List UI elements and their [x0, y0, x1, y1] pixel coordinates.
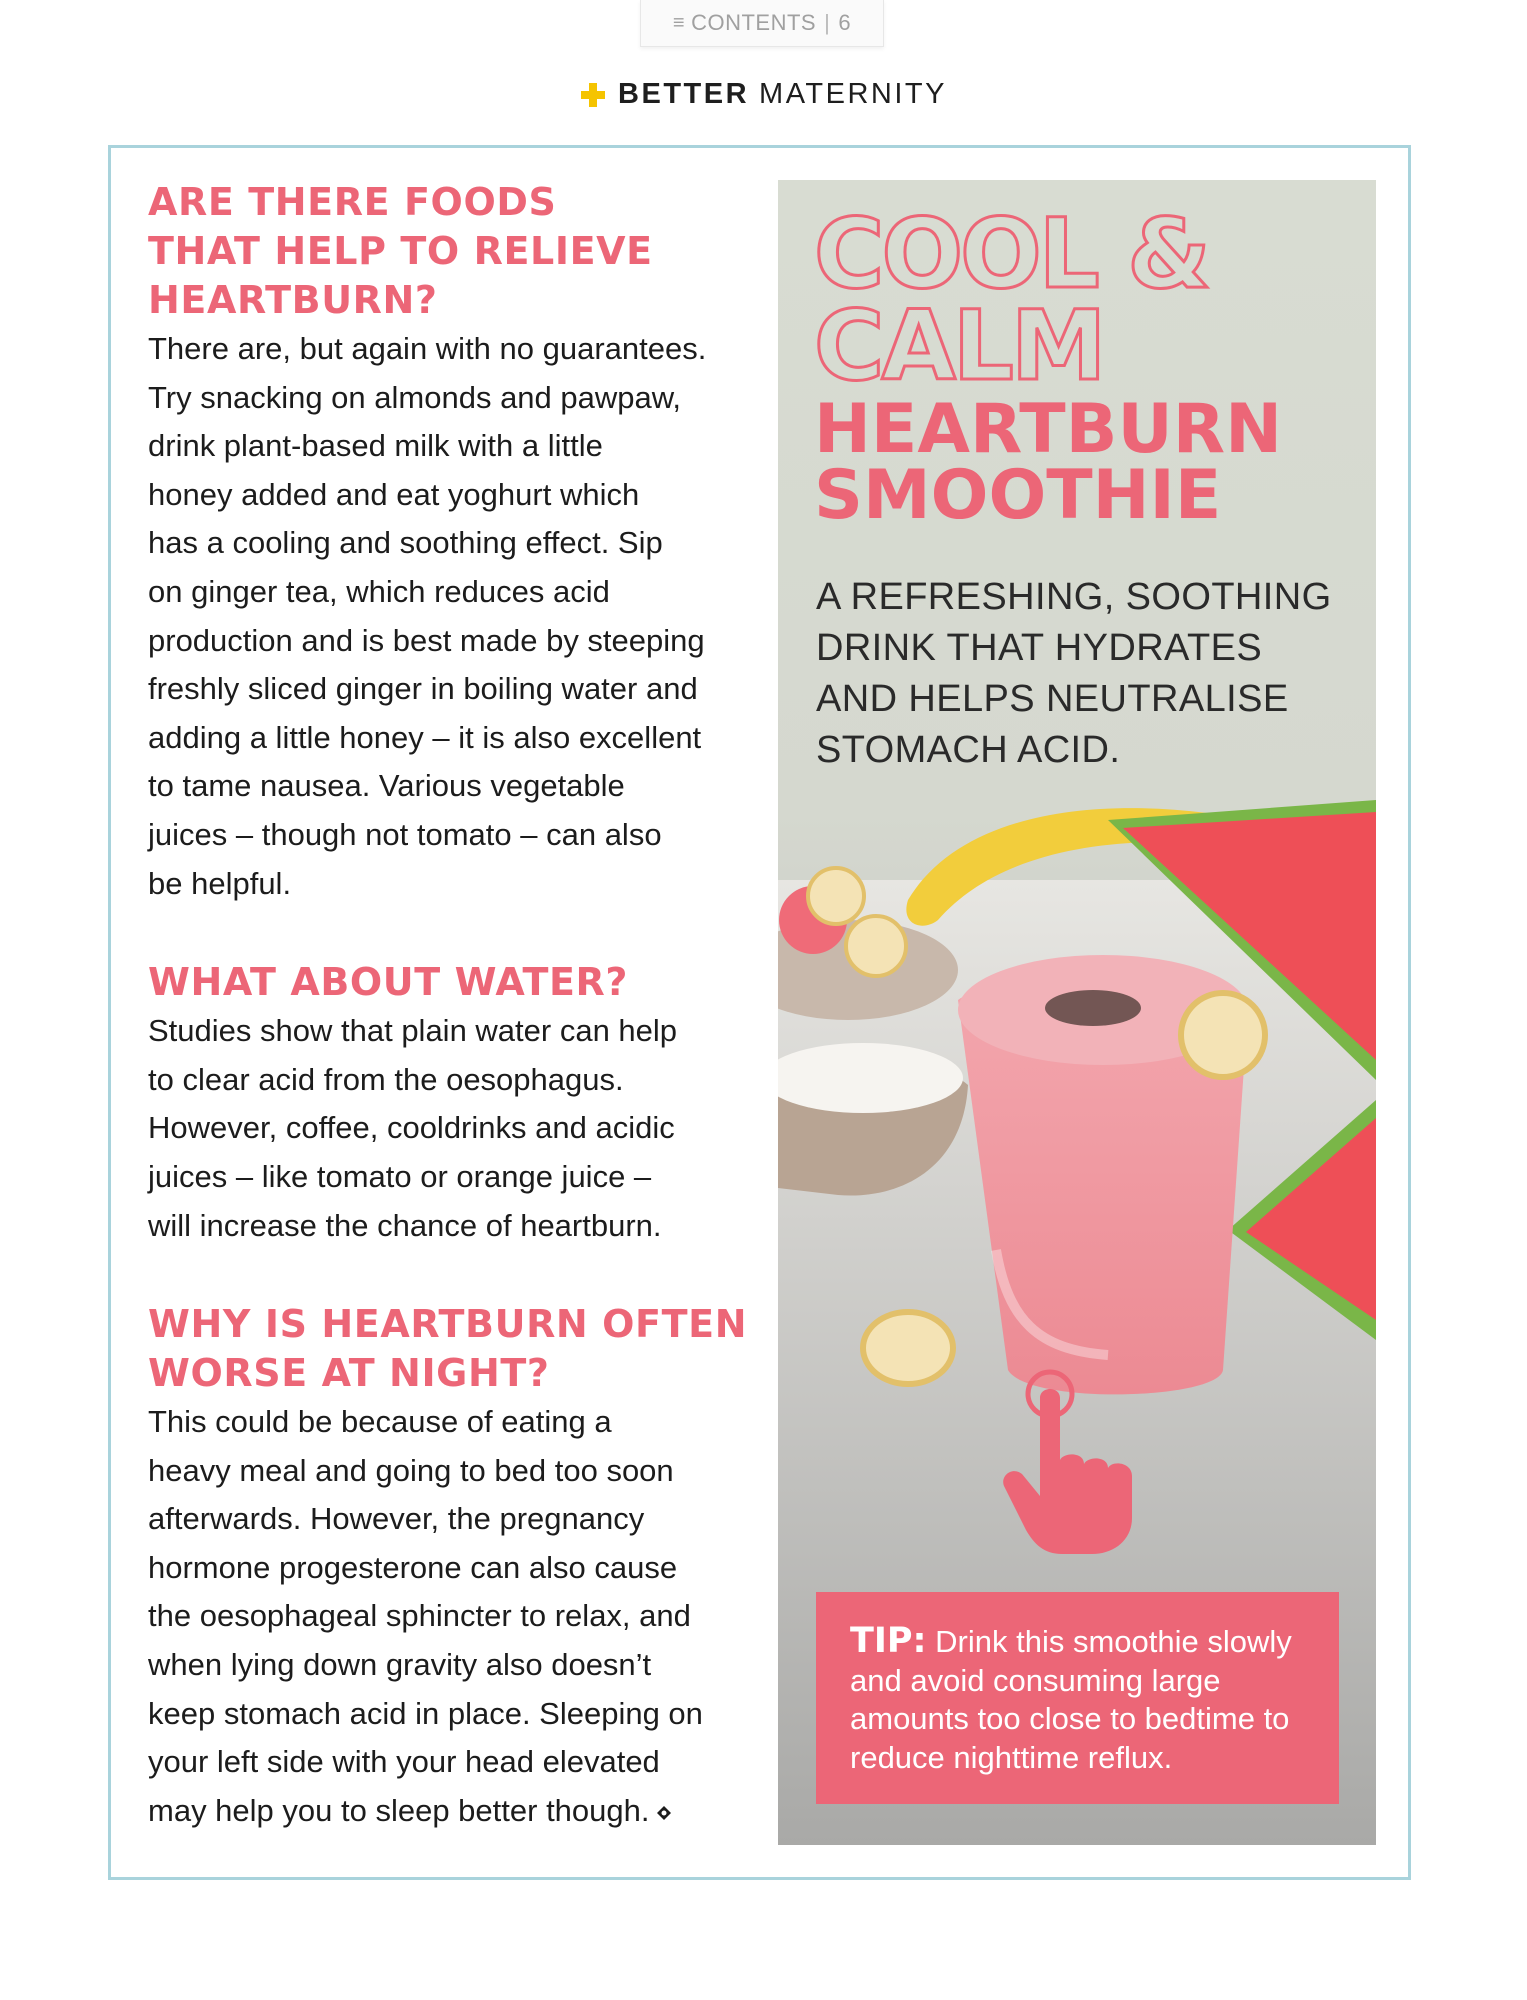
- tip-text: Drink this smoothie slowly and avoid consuming large amounts too close to bedtime to reduce nighttime reflux.: [850, 1624, 1292, 1775]
- title-line: SMOOTHIE: [814, 456, 1222, 535]
- section-body: [148, 1007, 753, 1250]
- smoothie-panel: [778, 180, 1376, 1845]
- section-heading: [148, 958, 753, 1007]
- body-line: the oesophageal sphincter to relax, and: [148, 1598, 691, 1634]
- banana-slice: [863, 1312, 953, 1384]
- section-heading: [148, 178, 753, 325]
- body-line: [148, 1787, 753, 1836]
- body-line: Try snacking on almonds and pawpaw,: [148, 379, 682, 415]
- body-line: Studies show that plain water can help: [148, 1013, 678, 1049]
- tip-label: TIP:: [850, 1621, 927, 1661]
- title-line: COOL &: [814, 198, 1208, 310]
- body-line-text: may help you to sleep better though.: [148, 1792, 650, 1828]
- body-line: to tame nausea. Various vegetable: [148, 768, 625, 804]
- section-heading: [148, 1300, 753, 1398]
- faq-section: [148, 178, 753, 908]
- contents-label: CONTENTS: [691, 10, 817, 35]
- subtitle-line: AND HELPS NEUTRALISE: [816, 678, 1289, 720]
- plus-cross-icon: [580, 82, 606, 108]
- body-line: juices – like tomato or orange juice –: [148, 1158, 652, 1194]
- section-body: [148, 325, 753, 908]
- heading-line: WHAT ABOUT WATER?: [148, 960, 629, 1005]
- body-line: juices – though not tomato – can also: [148, 816, 662, 852]
- heading-line: ARE THERE FOODS: [148, 180, 557, 224]
- banana-slice: [808, 868, 864, 924]
- section-header: [0, 78, 1527, 111]
- body-line: There are, but again with no guarantees.: [148, 331, 707, 366]
- body-line: keep stomach acid in place. Sleeping on: [148, 1695, 703, 1731]
- panel-subtitle: [816, 572, 1356, 776]
- faq-section: [148, 1300, 753, 1835]
- section-body: [148, 1398, 753, 1835]
- diamond-end-icon: [656, 1805, 672, 1821]
- body-line: be helpful.: [148, 865, 292, 901]
- body-line: production and is best made by steeping: [148, 622, 705, 658]
- spacer: [148, 1250, 753, 1300]
- contents-tab[interactable]: [640, 0, 884, 47]
- body-line: However, coffee, cooldrinks and acidic: [148, 1110, 675, 1146]
- body-line: freshly sliced ginger in boiling water and: [148, 671, 698, 707]
- body-line: honey added and eat yoghurt which: [148, 476, 640, 512]
- chia-seeds: [1045, 990, 1141, 1026]
- article-column: [148, 178, 753, 1835]
- spacer: [148, 908, 753, 958]
- body-line: hormone progesterone can also cause: [148, 1549, 678, 1585]
- body-line: This could be because of eating a: [148, 1404, 612, 1440]
- brand-light: MATERNITY: [759, 78, 947, 110]
- divider: |: [824, 10, 831, 35]
- banana-slice: [1181, 993, 1265, 1077]
- subtitle-line: STOMACH ACID.: [816, 729, 1121, 771]
- body-line: your left side with your head elevated: [148, 1744, 660, 1780]
- body-line: has a cooling and soothing effect. Sip: [148, 525, 663, 561]
- body-line: drink plant-based milk with a little: [148, 428, 603, 464]
- body-line: on ginger tea, which reduces acid: [148, 573, 610, 609]
- body-line: adding a little honey – it is also excellent: [148, 719, 702, 755]
- tip-box: [816, 1592, 1339, 1804]
- brand-bold: BETTER: [618, 78, 750, 110]
- title-line: HEARTBURN: [814, 390, 1282, 469]
- tap-hand-icon[interactable]: [1000, 1368, 1150, 1558]
- panel-title-outline: [814, 198, 1374, 402]
- body-line: afterwards. However, the pregnancy: [148, 1501, 645, 1537]
- body-line: when lying down gravity also doesn’t: [148, 1647, 652, 1683]
- faq-section: [148, 958, 753, 1250]
- heading-line: WHY IS HEARTBURN OFTEN: [148, 1302, 748, 1347]
- body-line: will increase the chance of heartburn.: [148, 1207, 662, 1243]
- body-line: heavy meal and going to bed too soon: [148, 1452, 674, 1488]
- banana-slice: [846, 916, 906, 976]
- heading-line: HEARTBURN?: [148, 278, 438, 322]
- heading-line: WORSE AT NIGHT?: [148, 1351, 550, 1396]
- panel-title: [814, 390, 1374, 535]
- hamburger-icon: ≡: [672, 11, 686, 34]
- subtitle-line: A REFRESHING, SOOTHING: [816, 576, 1332, 618]
- subtitle-line: DRINK THAT HYDRATES: [816, 627, 1263, 669]
- page-number: 6: [838, 10, 852, 35]
- title-line: CALM: [814, 290, 1104, 402]
- body-line: to clear acid from the oesophagus.: [148, 1061, 624, 1097]
- heading-line: THAT HELP TO RELIEVE: [148, 229, 653, 273]
